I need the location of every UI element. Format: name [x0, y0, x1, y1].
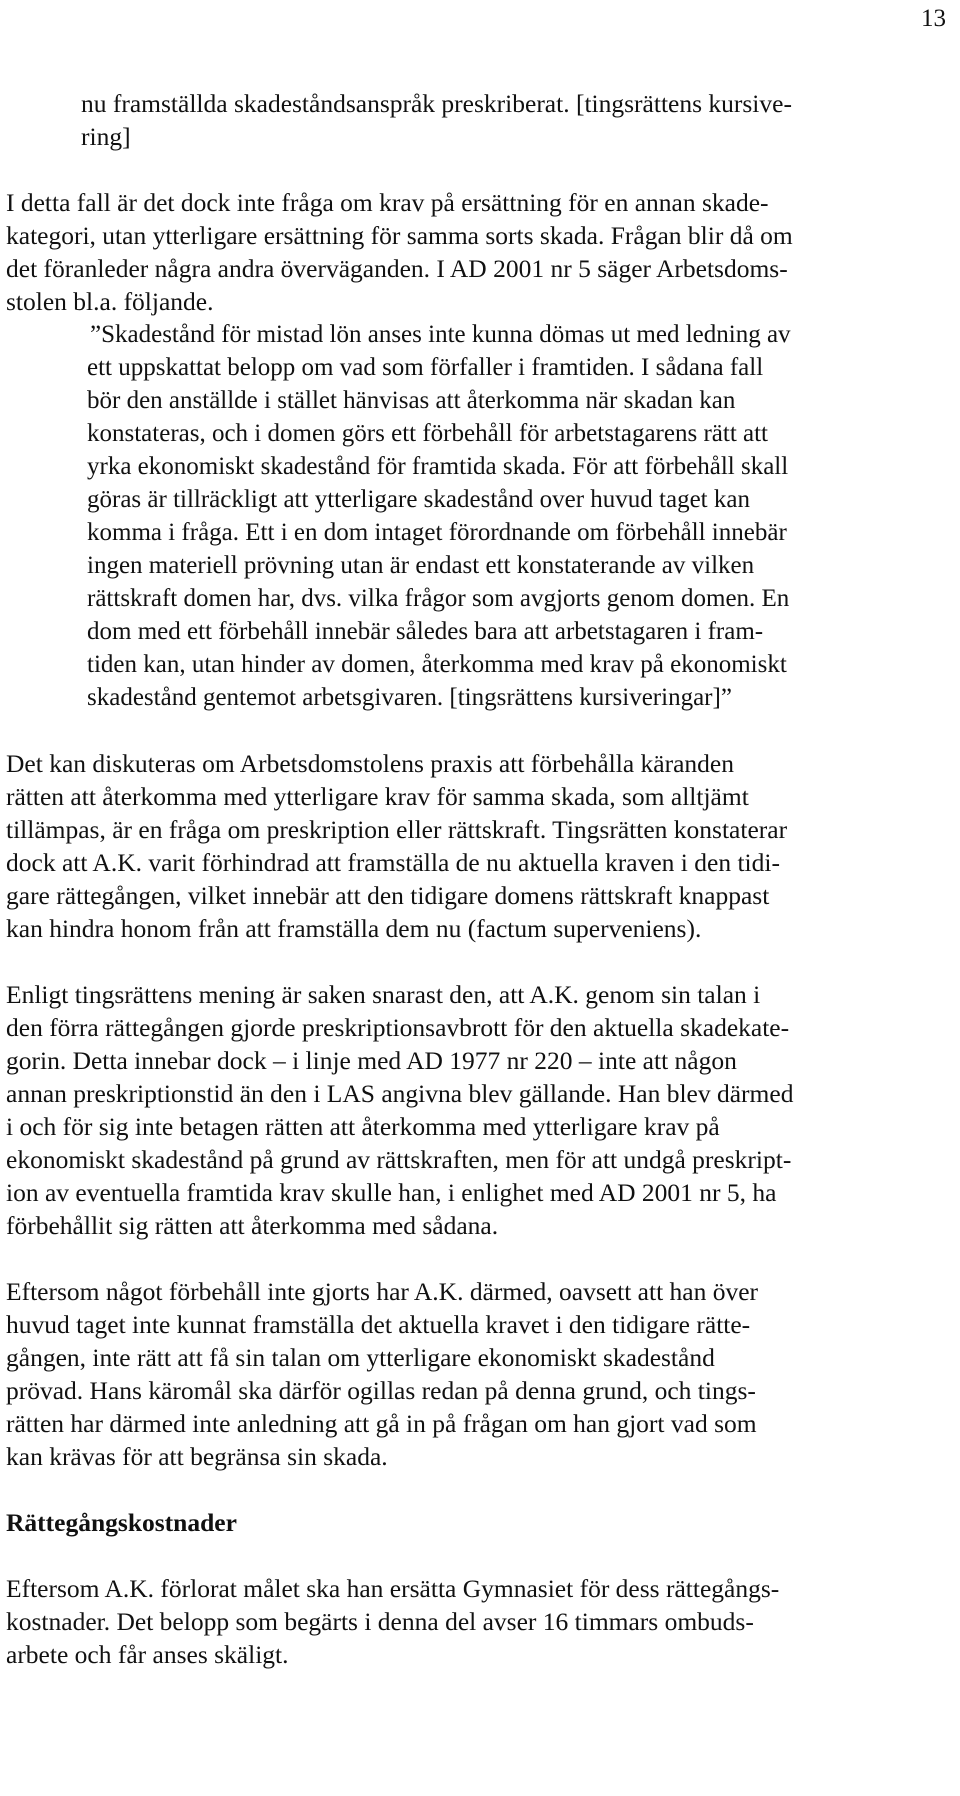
text-line: ring]	[81, 122, 131, 151]
quote-line: konstateras, och i domen görs ett förbehåll för arbetstagarens rätt att	[87, 420, 769, 447]
quote-line: tiden kan, utan hinder av domen, återkomma med krav på ekonomiskt	[87, 651, 787, 678]
page-number: 13	[921, 5, 946, 32]
paragraph	[6, 186, 918, 318]
text-line: den förra rättegången gjorde preskriptionsavbrott för den aktuella skadekate-	[6, 1013, 790, 1042]
text-line: rätten att återkomma med ytterligare krav för samma skada, som alltjämt	[6, 782, 749, 811]
paragraph	[6, 978, 918, 1242]
text-line: stolen bl.a. följande.	[6, 287, 214, 316]
text-line: arbete och får anses skäligt.	[6, 1640, 289, 1669]
quote-line: komma i fråga. Ett i en dom intaget förordnande om förbehåll innebär	[87, 519, 787, 546]
section-heading: Rättegångskostnader	[6, 1508, 237, 1537]
text-line: dock att A.K. varit förhindrad att framställa de nu aktuella kraven i den tidi-	[6, 848, 780, 877]
quote-line: yrka ekonomiskt skadestånd för framtida skada. För att förbehåll skall	[87, 453, 789, 480]
text-line: Eftersom A.K. förlorat målet ska han ersätta Gymnasiet för dess rättegångs-	[6, 1574, 780, 1603]
text-line: huvud taget inte kunnat framställa det aktuella kravet i den tidigare rätte-	[6, 1310, 751, 1339]
quote-line: rättskraft domen har, dvs. vilka frågor som avgjorts genom domen. En	[87, 585, 790, 612]
text-line: prövad. Hans käromål ska därför ogillas redan på denna grund, och tings-	[6, 1376, 756, 1405]
quote-line: ”Skadestånd för mistad lön anses inte kunna dömas ut med ledning av	[90, 321, 791, 348]
quote-line: skadestånd gentemot arbetsgivaren. [tingsrättens kursiveringar]”	[87, 684, 732, 711]
text-line: ekonomiskt skadestånd på grund av rättskraften, men för att undgå preskript-	[6, 1145, 792, 1174]
quote-line: ett uppskattat belopp om vad som förfaller i framtiden. I sådana fall	[87, 354, 764, 381]
text-line: förbehållit sig rätten att återkomma med sådana.	[6, 1211, 499, 1240]
quote-line: bör den anställde i stället hänvisas att återkomma när skadan kan	[87, 387, 736, 414]
paragraph-continuation	[6, 87, 918, 153]
text-line: kategori, utan ytterligare ersättning för samma sorts skada. Frågan blir då om	[6, 221, 793, 250]
text-line: gorin. Detta innebar dock – i linje med AD 1977 nr 220 – inte att någon	[6, 1046, 737, 1075]
text-line: Eftersom något förbehåll inte gjorts har A.K. därmed, oavsett att han över	[6, 1277, 759, 1306]
block-quote	[87, 318, 922, 714]
text-line: kostnader. Det belopp som begärts i denna del avser 16 timmars ombuds-	[6, 1607, 754, 1636]
text-line: ion av eventuella framtida krav skulle han, i enlighet med AD 2001 nr 5, ha	[6, 1178, 777, 1207]
text-line: Det kan diskuteras om Arbetsdomstolens praxis att förbehålla käranden	[6, 749, 734, 778]
text-line: rätten har därmed inte anledning att gå in på frågan om han gjort vad som	[6, 1409, 757, 1438]
text-line: gare rättegången, vilket innebär att den tidigare domens rättskraft knappast	[6, 881, 770, 910]
quote-line: göras är tillräckligt att ytterligare skadestånd over huvud taget kan	[87, 486, 750, 513]
text-line: kan hindra honom från att framställa dem nu (factum superveniens).	[6, 914, 702, 943]
text-line: tillämpas, är en fråga om preskription eller rättskraft. Tingsrätten konstaterar	[6, 815, 788, 844]
text-line: annan preskriptionstid än den i LAS angivna blev gällande. Han blev därmed	[6, 1079, 794, 1108]
text-line: Enligt tingsrättens mening är saken snarast den, att A.K. genom sin talan i	[6, 980, 761, 1009]
document-body	[6, 87, 918, 1671]
text-line: i och för sig inte betagen rätten att återkomma med ytterligare krav på	[6, 1112, 720, 1141]
paragraph	[6, 747, 918, 945]
paragraph	[6, 1572, 918, 1671]
text-line: gången, inte rätt att få sin talan om ytterligare ekonomiskt skadestånd	[6, 1343, 715, 1372]
text-line: det föranleder några andra överväganden. I AD 2001 nr 5 säger Arbetsdoms-	[6, 254, 788, 283]
quote-line: dom med ett förbehåll innebär således bara att arbetstagaren i fram-	[87, 618, 764, 645]
paragraph	[6, 1275, 918, 1473]
text-line: kan krävas för att begränsa sin skada.	[6, 1442, 388, 1471]
quote-line: ingen materiell prövning utan är endast ett konstaterande av vilken	[87, 552, 755, 579]
text-line: nu framställda skadeståndsanspråk preskriberat. [tingsrättens kursive-	[81, 89, 792, 118]
text-line: I detta fall är det dock inte fråga om krav på ersättning för en annan skade-	[6, 188, 769, 217]
